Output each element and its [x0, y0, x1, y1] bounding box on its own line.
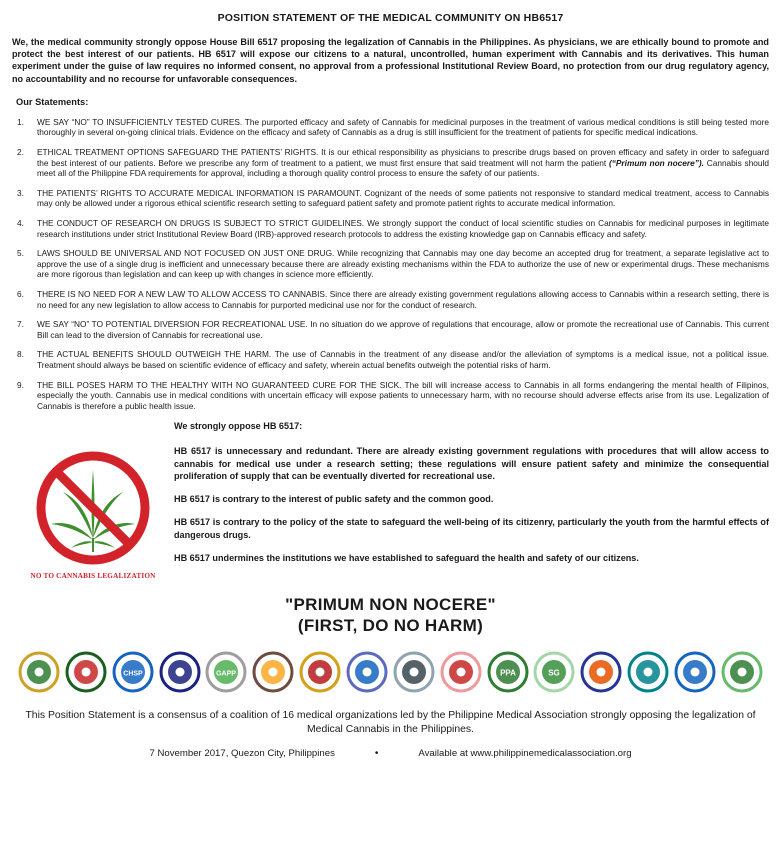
primum-non-nocere-emphasis: (“Primum non nocere”).: [608, 157, 704, 168]
statement-item: 6. THERE IS NO NEED FOR A NEW LAW TO ALLOW ACCESS TO CANNABIS. Since there are already existing government regulations allowing access to Cannabis within a research setting, there is no need for any new legislation to allow access to Cannabis for purported medicinal use nor for the conduct of research.: [17, 288, 769, 310]
teal-figure-logo: [627, 651, 669, 693]
footer: [12, 748, 769, 759]
chsp-logo-text: CHSP: [122, 670, 143, 678]
page-title: POSITION STATEMENT OF THE MEDICAL COMMUNITY ON HB6517: [217, 12, 564, 24]
psp-red-logo: [440, 651, 482, 693]
oppose-paragraph: HB 6517 undermines the institutions we have established to safeguard the health and safety of our citizens.: [174, 552, 639, 563]
psg-green-logo-text: SG: [548, 668, 561, 678]
gapp-logo: [205, 651, 247, 693]
oppose-lead: We strongly oppose HB 6517:: [174, 421, 303, 432]
statement-item: 1. WE SAY “NO” TO INSUFFICIENTLY TESTED CURES. The purported efficacy and safety of Cannabis for medicinal purposes in the treatment of various medical conditions is still being tested more thoroughly in several on-going clinical trials. Evidence on the efficacy and safety of Cannabis as a drug is still insufficient for the treatment of patients for specific medical indications.: [17, 116, 769, 138]
consensus-note: This Position Statement is a consensus of a coalition of 16 medical organizations led by the Philippine Medical Association strongly opposing the legalization of Medical Cannabis in the Philippines.: [25, 710, 756, 735]
statement-item: 8. THE ACTUAL BENEFITS SHOULD OUTWEIGH THE HARM. The use of Cannabis in the treatment of any disease and/or the alleviation of symptoms is a medical issue, not a political issue. Treatment should always be based on scientific evidence of efficacy and safety, wherein actual benefits outweigh the potential risks of harm.: [17, 349, 769, 370]
oppose-statements: [174, 420, 769, 580]
statement-item: 2. ETHICAL TREATMENT OPTIONS SAFEGUARD THE PATIENTS’ RIGHTS. It is our ethical responsibility as physicians to prescribe drugs based on proven efficacy and safety in order to safeguard the best interest of our patients. Before we prescribe any form of treatment to a patient, we must first ensure that said treatment will not harm the patient (“Primum non nocere”). Cannabis should meet all of the Philippine FDA requirements for approval, including a thorough quality control process to ensure the safety of our patients.: [17, 147, 769, 179]
orange-x-logo: [580, 651, 622, 693]
statements-heading: Our Statements:: [16, 96, 89, 107]
gapp-logo-text: GAPP: [216, 670, 237, 678]
pcs-cross-logo: [299, 651, 341, 693]
footer-date-place: 7 November 2017, Quezon City, Philippines: [149, 748, 335, 760]
no-cannabis-graphic: [12, 420, 174, 580]
motto: [12, 594, 769, 636]
motto-latin: "PRIMUM NON NOCERE": [285, 595, 496, 615]
pla-seal-logo: [346, 651, 388, 693]
oppose-paragraph: HB 6517 is contrary to the policy of the state to safeguard the well-being of its citizenry, particularly the youth from the harmful effects of dangerous drugs.: [174, 517, 769, 540]
pafp-seal-logo: [65, 651, 107, 693]
no-cannabis-icon: [33, 448, 153, 568]
footer-website: Available at www.philippinemedicalassociation.org: [418, 748, 632, 760]
organization-logos-row: [12, 646, 769, 698]
footer-bullet: •: [374, 748, 379, 760]
statement-item: 7. WE SAY “NO” TO POTENTIAL DIVERSION FOR RECREATIONAL USE. In no situation do we approve of regulations that encourage, allow or promote the recreational use of Cannabis. This current Bill can lead to the diversion of Cannabis for recreational use.: [17, 319, 769, 340]
oppose-section: [12, 420, 769, 580]
motto-translation: (FIRST, DO NO HARM): [297, 616, 484, 636]
bio-society-logo: [393, 651, 435, 693]
ppa-green-logo: [487, 651, 529, 693]
ppa-green-logo-text: PPA: [499, 668, 516, 678]
statement-item: 4. THE CONDUCT OF RESEARCH ON DRUGS IS SUBJECT TO STRICT GUIDELINES. We strongly support the conduct of local scientific studies on Cannabis for medicinal purposes in legitimate research institutions under strict Institutional Review Board (IRB)-approved research protocols to address the existing knowledge gap on Cannabis efficacy and safety.: [17, 217, 769, 239]
oppose-paragraph: HB 6517 is unnecessary and redundant. There are already existing government regulations with procedures that will allow access to cannabis for medical use under a research setting; these regulations will ensure patient safety and minimize the consequential proliferation of supply that can be eventually diverted for recreational use.: [174, 446, 769, 481]
green-caduceus-logo: [721, 651, 763, 693]
shield-society-logo: [252, 651, 294, 693]
psec-blue-logo: [674, 651, 716, 693]
statements-list: [12, 117, 769, 411]
statement-item: 9. THE BILL POSES HARM TO THE HEALTHY WITH NO GUARANTEED CURE FOR THE SICK. The bill will increase access to Cannabis in all forms endangering the mental health of Filipinos, especially the youth. Cannabis use in medical conditions with uncertain efficacy will expose patients to unnecessary harm, with no recourse should adverse effects arise from its use. Legalization of Cannabis is therefore a public health issue.: [17, 379, 769, 411]
statement-item: 5. LAWS SHOULD BE UNIVERSAL AND NOT FOCUSED ON JUST ONE DRUG. While recognizing that Cannabis may one day become an accepted drug for treatment, a separate legislative act to approve the use of a single drug is inefficient and unnecessary because there are already existing mechanisms within the FDA to authorize the use of new or experimental drugs. These mechanisms are more rigorous than legislation and can keep up with changes in science more efficiently.: [17, 248, 769, 280]
oppose-paragraph: HB 6517 is contrary to the interest of public safety and the common good.: [174, 494, 494, 505]
pma-seal-logo: [18, 651, 60, 693]
chsp-logo: [112, 651, 154, 693]
no-cannabis-caption: NO TO CANNABIS LEGALIZATION: [30, 572, 156, 581]
statement-item: 3. THE PATIENTS’ RIGHTS TO ACCURATE MEDICAL INFORMATION IS PARAMOUNT. Cognizant of the needs of some patients not responsive to standard medical treatment, access to Cannabis may only be allowed under a rigorous ethical scientific research setting to safeguard patient safety and promote patient rights to accurate medical information.: [17, 187, 769, 209]
intro-paragraph: We, the medical community strongly oppose House Bill 6517 proposing the legalization of Cannabis in the Philippines. As physicians, we are ethically bound to promote and protect the best interest of our patients. HB 6517 will expose our citizens to a natural, uncontrolled, human experiment with Cannabis and its derivatives. This human experiment under the guise of law requires no informed consent, no approval from a professional Institutional Review Board, no protection from our drug regulatory agency, no accountability and no recourse for unfavorable consequences.: [12, 37, 769, 84]
psg-green-logo: [533, 651, 575, 693]
pcp-network-logo: [159, 651, 201, 693]
